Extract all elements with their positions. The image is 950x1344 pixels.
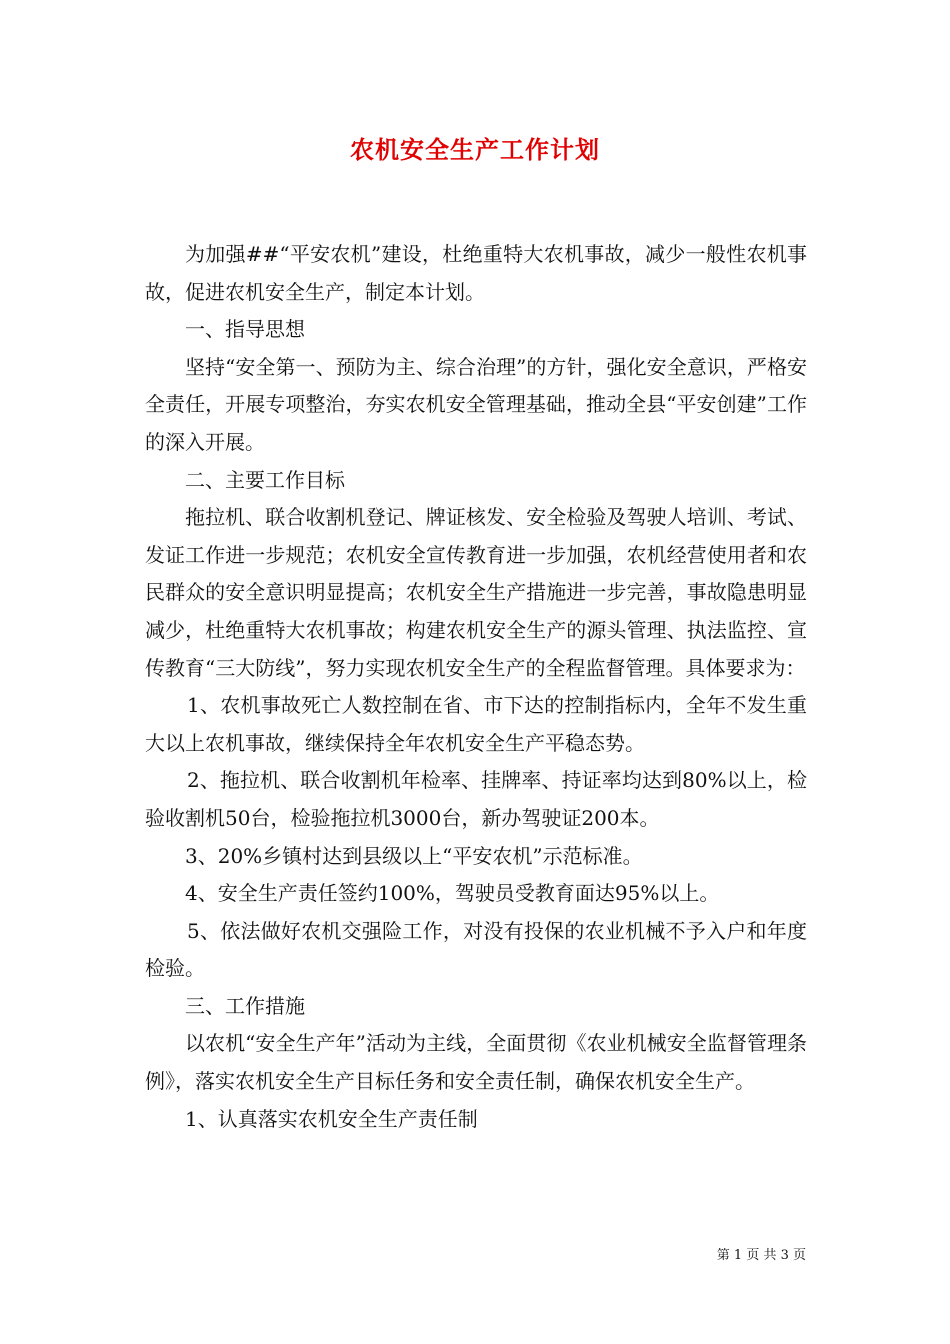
- measure-item-1: 1、认真落实农机安全生产责任制: [185, 1106, 478, 1131]
- goal-item-2: 2、拖拉机、联合收割机年检率、挂牌率、持证率均达到80%以上，检验收割机50台，检验拖拉机3000台，新办驾驶证200本。: [145, 768, 807, 830]
- work-goals-paragraph: 拖拉机、联合收割机登记、牌证核发、安全检验及驾驶人培训、考试、发证工作进一步规范；农机安全宣传教育进一步加强，农机经营使用者和农民群众的安全意识明显提高；农机安全生产措施进一步完善，事故隐患明显减少，杜绝重特大农机事故；构建农机安全生产的源头管理、执法监控、宣传教育“三大防线”，努力实现农机安全生产的全程监督管理。具体要求为：: [145, 505, 807, 680]
- section-heading-guiding-ideology: 一、指导思想: [185, 317, 305, 342]
- guiding-ideology-paragraph: 坚持“安全第一、预防为主、综合治理”的方针，强化安全意识，严格安全责任，开展专项整治，夯实农机安全管理基础，推动全县“平安创建”工作的深入开展。: [145, 354, 807, 454]
- document-body: [145, 236, 807, 1138]
- document-title: 农机安全生产工作计划: [350, 135, 600, 164]
- goal-item-1: 1、农机事故死亡人数控制在省、市下达的控制指标内，全年不发生重大以上农机事故，继续保持全年农机安全生产平稳态势。: [145, 693, 807, 755]
- goal-item-5: 5、依法做好农机交强险工作，对没有投保的农业机械不予入户和年度检验。: [145, 918, 807, 981]
- goal-item-4: 4、安全生产责任签约100%，驾驶员受教育面达95%以上。: [185, 881, 720, 906]
- page-number: 第 1 页 共 3 页: [716, 1248, 806, 1263]
- goal-item-3: 3、20%乡镇村达到县级以上“平安农机”示范标准。: [185, 843, 643, 868]
- section-heading-measures: 三、工作措施: [185, 993, 305, 1018]
- measures-paragraph: 以农机“安全生产年”活动为主线，全面贯彻《农业机械安全监督管理条例》，落实农机安全生产目标任务和安全责任制，确保农机安全生产。: [145, 1031, 807, 1094]
- section-heading-work-goals: 二、主要工作目标: [185, 467, 345, 492]
- intro-paragraph: 为加强##“平安农机”建设，杜绝重特大农机事故，减少一般性农机事故，促进农机安全生产，制定本计划。: [145, 242, 807, 304]
